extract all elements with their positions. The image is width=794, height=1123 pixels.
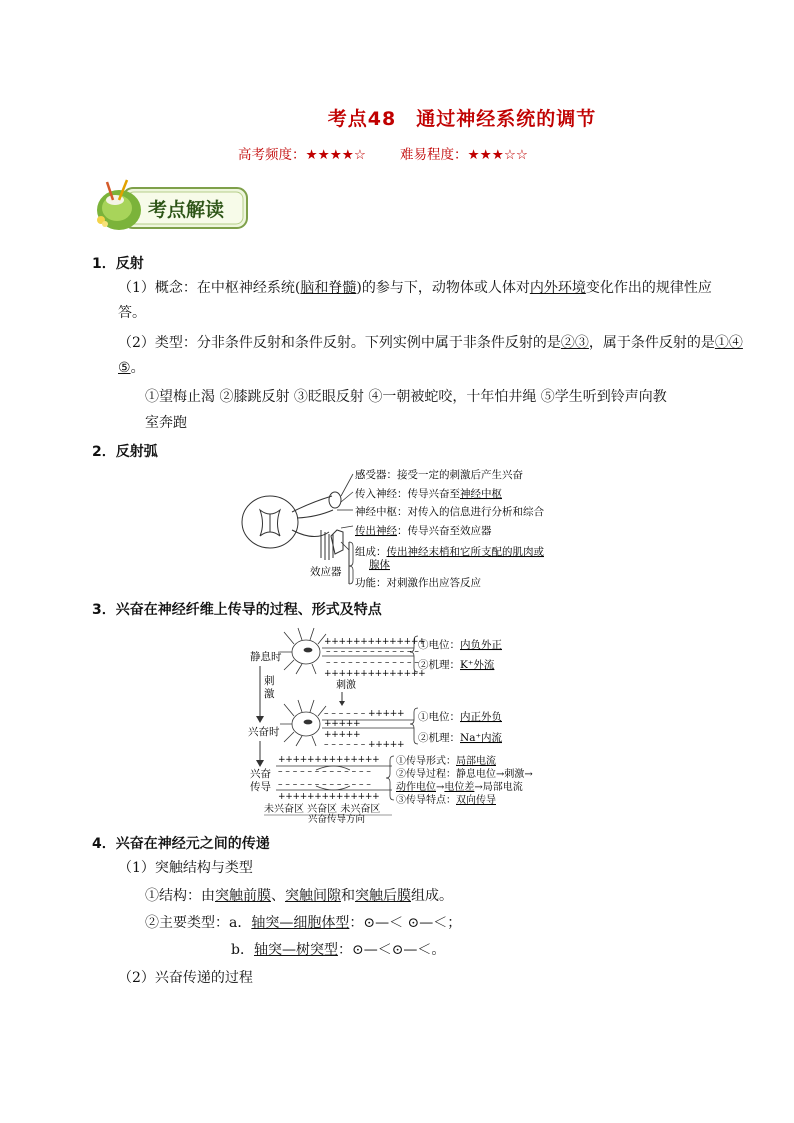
reflex-arc-diagram (237, 462, 567, 592)
minus-row-2: – – – – – – – – – – – – – (326, 658, 419, 668)
stimulus-text: 刺激 (336, 680, 356, 691)
page-title: 考点48 通过神经系统的调节 (327, 108, 597, 130)
effector-label: 效应器 (310, 566, 342, 578)
excited-bottom-plus: +++++ (368, 740, 405, 750)
receptor-label: 感受器：接受一定的刺激后产生兴奋 (355, 469, 523, 481)
s1-examples-line1: ①望梅止渴 ②膝跳反射 ③眨眼反射 ④一朝被蛇咬，十年怕井绳 ⑤学生听到铃声向教 (145, 389, 667, 405)
excited-potential: ①电位：内正外负 (418, 711, 502, 723)
stimulus-v1: 刺 (264, 675, 275, 687)
rest-potential: ①电位：内负外正 (418, 639, 502, 651)
rest-mechanism: ②机理：K⁺外流 (418, 659, 495, 671)
excited-inner-plus: +++++ (324, 719, 361, 729)
nerve-center-label: 神经中枢：对传入的信息进行分析和综合 (355, 506, 544, 518)
cond-top-plus: ++++++++++++++ (278, 755, 380, 765)
section-3-heading: 3．兴奋在神经纤维上传导的过程、形式及特点 (92, 602, 382, 618)
section-1-heading: 1．反射 (92, 256, 144, 272)
difficulty-rating (238, 143, 528, 163)
effector-composition: 组成：传出神经末梢和它所支配的肌肉或 (355, 546, 544, 558)
s1-para2-line1: （2）类型：分非条件反射和条件反射。下列实例中属于非条件反射的是②③，属于条件反射的是①④ (118, 335, 743, 351)
excited-top-plus: +++++ (368, 709, 405, 719)
resting-label: 静息时 (250, 651, 282, 663)
plus-row-2: ++++++++++++++ (324, 669, 426, 679)
cond-feature: ③传导特点：双向传导 (396, 795, 496, 806)
cond-form: ①传导形式：局部电流 (396, 756, 496, 767)
minus-row: – – – – – – – – – – – – – (326, 647, 419, 657)
plus-row: ++++++++++++++ (324, 637, 426, 647)
s4-structure: ①结构：由突触前膜、突触间隙和突触后膜组成。 (145, 888, 453, 904)
effector-function: 功能：对刺激作出应答反应 (355, 577, 481, 589)
section-2-heading: 2．反射弧 (92, 444, 158, 460)
difficulty-label: 难易程度： (400, 147, 468, 163)
s4-type-b: b．轴突—树突型：⊙—＜⊙—＜。 (231, 942, 446, 958)
section-badge (93, 178, 251, 234)
neuron-excited-icon (280, 700, 326, 746)
excited-inner-plus-2: +++++ (324, 730, 361, 740)
cond-mid-minus: – – – – – – – – – – – – – (278, 767, 371, 777)
s4-type-a: ②主要类型：a．轴突—细胞体型：⊙—＜ ⊙—＜； (145, 915, 462, 931)
afferent-nerve-label: 传入神经：传导兴奋至神经中枢 (355, 488, 502, 500)
nerve-conduction-diagram (246, 624, 556, 824)
conduction-label-1: 兴奋 (250, 768, 271, 780)
s1-para1-line1: （1）概念：在中枢神经系统(脑和脊髓)的参与下，动物体或人体对内外环境变化作出的规律性应 (118, 280, 712, 296)
excited-top-minus: – – – – – – (324, 709, 366, 719)
direction-label: 兴奋传导方向 (308, 814, 366, 824)
cond-mid-minus-2: – – – – – – – – – – – – – (278, 780, 371, 790)
difficulty-stars: ★★★☆☆ (467, 147, 529, 163)
conduction-label-2: 传导 (250, 781, 271, 793)
cond-process-2: 动作电位→电位差→局部电流 (396, 782, 523, 793)
badge-label: 考点解读 (148, 199, 225, 221)
s1-para2-line2: ⑤。 (118, 360, 145, 376)
cond-bottom-plus: ++++++++++++++ (278, 792, 380, 802)
neuron-icon (280, 628, 326, 674)
excited-label: 兴奋时 (248, 726, 280, 738)
frequency-stars: ★★★★☆ (305, 147, 367, 163)
efferent-nerve-label: 传出神经：传导兴奋至效应器 (355, 525, 492, 537)
stimulus-v2: 激 (264, 688, 275, 700)
frequency-label: 高考频度： (238, 147, 306, 163)
spinal-cord-icon (242, 492, 343, 560)
excited-mechanism: ②机理：Na⁺内流 (418, 732, 502, 744)
s1-examples-line2: 室奔跑 (145, 415, 187, 431)
s1-para1-line2: 答。 (118, 305, 146, 321)
s4-sub1: （1）突触结构与类型 (118, 860, 253, 876)
section-4-heading: 4．兴奋在神经元之间的传递 (92, 836, 270, 852)
excited-bottom-minus: – – – – – – (324, 740, 366, 750)
s4-sub2: （2）兴奋传递的过程 (118, 970, 253, 986)
zones-label: 未兴奋区 兴奋区 未兴奋区 (264, 804, 381, 815)
cond-process: ②传导过程：静息电位→刺激→ (396, 769, 533, 780)
effector-composition-line2: 腺体 (369, 559, 390, 571)
